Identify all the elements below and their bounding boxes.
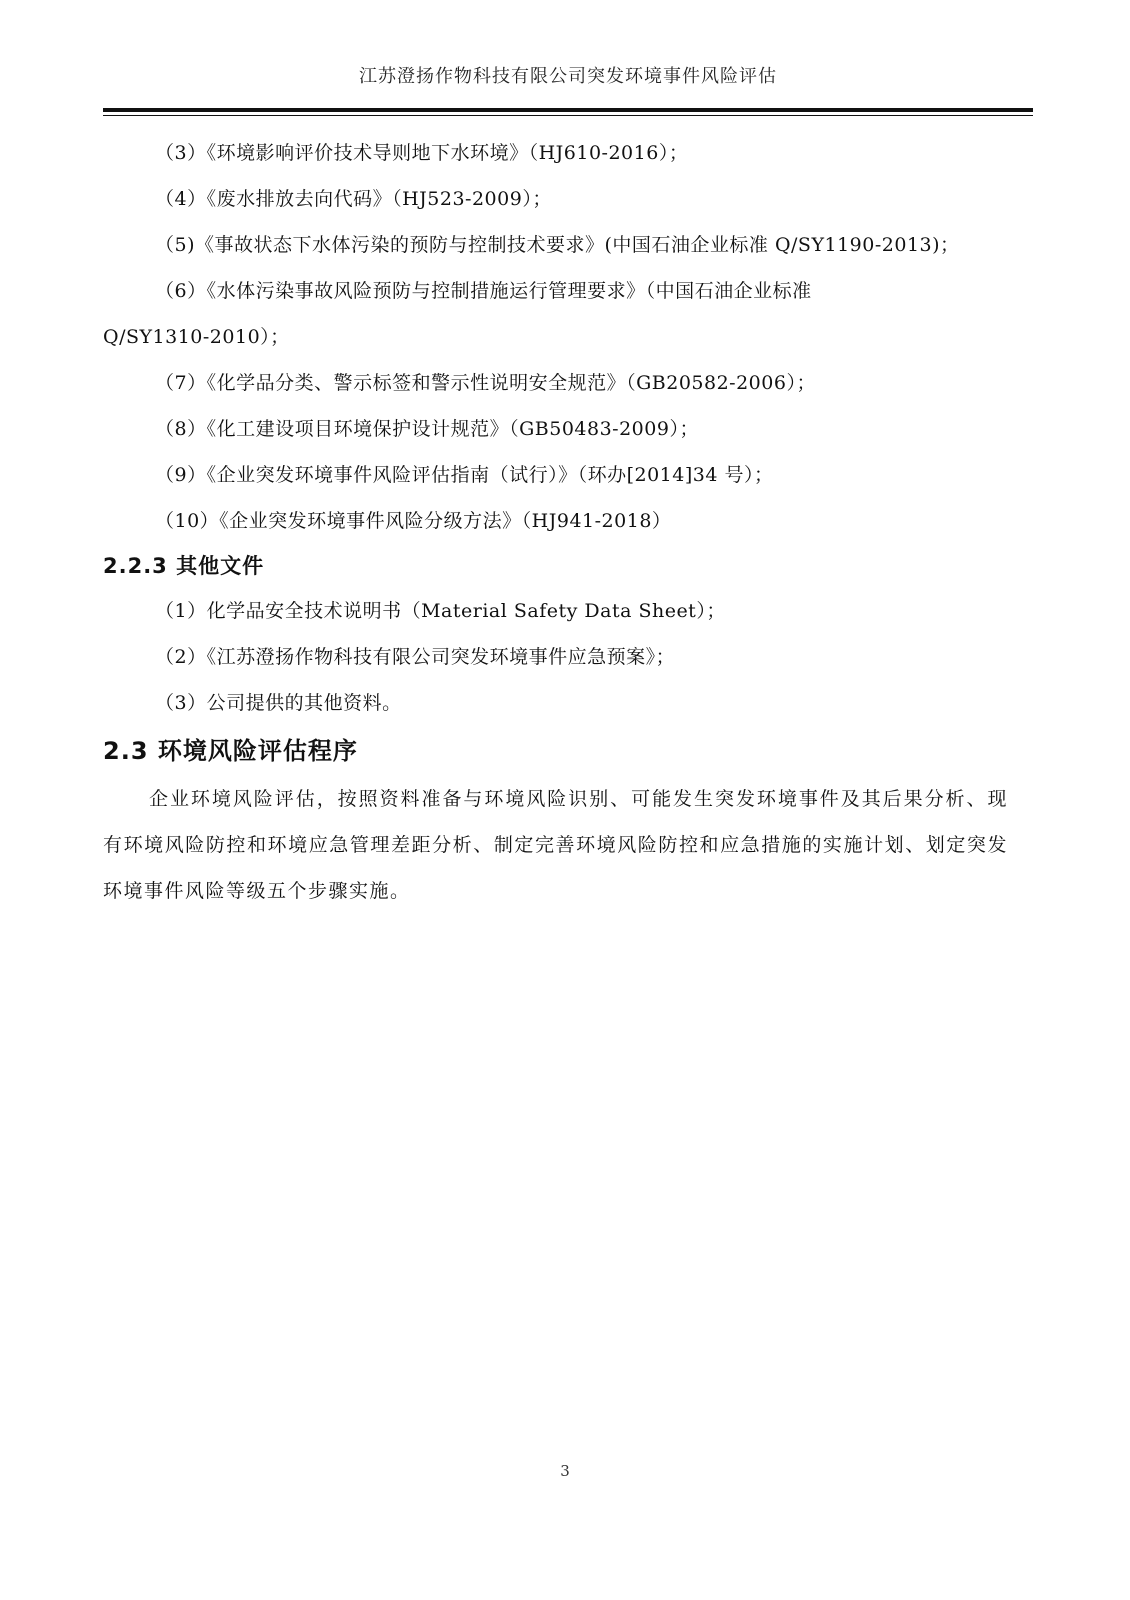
other-document-item: （3）公司提供的其他资料。 [155,692,402,714]
header-rule-thick [103,108,1033,112]
page-header-title: 江苏澄扬作物科技有限公司突发环境事件风险评估 [359,66,777,87]
reference-item-continuation: Q/SY1310-2010）； [103,326,290,348]
section-heading-2-3: 2.3 环境风险评估程序 [103,737,358,765]
other-document-item: （2）《江苏澄扬作物科技有限公司突发环境事件应急预案》； [155,646,676,668]
reference-item: （7）《化学品分类、警示标签和警示性说明安全规范》（GB20582-2006）； [155,372,816,394]
reference-item: （4）《废水排放去向代码》（HJ523-2009）； [155,188,552,210]
reference-item: （10）《企业突发环境事件风险分级方法》（HJ941-2018） [155,510,672,532]
section-paragraph: 企业环境风险评估，按照资料准备与环境风险识别、可能发生突发环境事件及其后果分析、现有环境风险防控和环境应急管理差距分析、制定完善环境风险防控和应急措施的实施计划、划定突发环境事件风险等级五个步骤实施。 [103,788,1008,902]
page-number: 3 [560,1462,570,1480]
reference-item: （3）《环境影响评价技术导则地下水环境》（HJ610-2016）； [155,142,689,164]
header-rule-thin [103,115,1033,116]
reference-item: （6）《水体污染事故风险预防与控制措施运行管理要求》（中国石油企业标准 [155,280,812,302]
other-document-item: （1）化学品安全技术说明书（Material Safety Data Sheet）； [155,600,726,622]
section-heading-2-2-3: 2.2.3 其他文件 [103,554,265,578]
reference-item: （9）《企业突发环境事件风险评估指南（试行）》（环办[2014]34 号）； [155,464,774,486]
reference-item: （8）《化工建设项目环境保护设计规范》（GB50483-2009）； [155,418,699,440]
document-body [103,130,1033,914]
reference-item: （5)《事故状态下水体污染的预防与控制技术要求》(中国石油企业标准 Q/SY1190-2013)； [155,234,960,256]
